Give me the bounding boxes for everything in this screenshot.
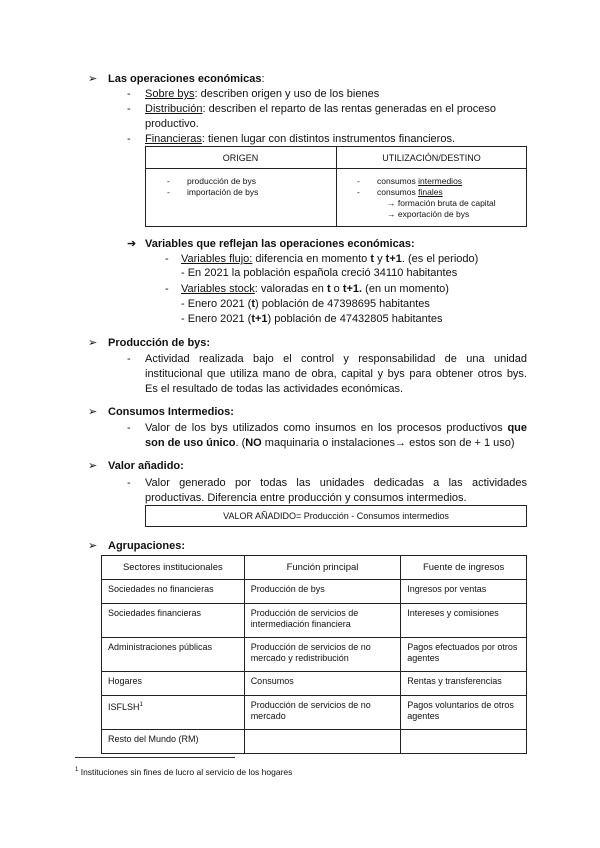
dash-marker: - <box>127 103 131 115</box>
footnote: $^1$ Instituciones sin fines de lucro al servicio de los hogares <box>75 766 293 777</box>
item-financieras: Financieras: tienen lugar con distintos instrumentos financieros. <box>145 133 455 145</box>
cell-sector: ISFLSH$^1$ <box>102 696 245 730</box>
section-title-valor: Valor añadido: <box>108 460 184 472</box>
header-funcion: Función principal <box>244 556 401 580</box>
cell-fuente: Intereses y comisiones <box>401 604 527 638</box>
bullet-arrow-icon: ➢ <box>88 460 98 472</box>
item-distribucion-cont: productivo. <box>145 118 199 130</box>
variables-stock: Variables stock: valoradas en t o t+1. (en un momento) <box>181 283 449 295</box>
table-row <box>102 580 527 604</box>
footnote-ref: 1 <box>139 702 143 708</box>
thick-arrow-icon: ➔ <box>127 238 137 250</box>
stock-example: - Enero 2021 (t+1) población de 47432805 habitantes <box>181 313 443 325</box>
cell-funcion <box>244 730 401 754</box>
item-distribucion: Distribución: describen el reparto de las rentas generadas en el proceso <box>145 103 496 115</box>
produccion-body: Actividad realizada bajo el control y responsabilidad de una unidad institucional que utiliza mano de obra, capital y bys para obtener otros bys. Es el resultado de todas las actividades económicas. <box>145 353 527 395</box>
cell-sector: Sociedades no financieras <box>102 580 245 604</box>
destino-item: consumos finales <box>377 187 443 197</box>
cell-funcion: Producción de servicios de no mercado y redistribución <box>244 638 401 672</box>
section-title-operaciones: Las operaciones económicas: <box>108 73 265 85</box>
valor-body: Valor generado por todas las unidades dedicadas a las actividades productivas. Diferencia entre producción y consumos intermedios. <box>145 477 527 504</box>
section-title-produccion: Producción de bys: <box>108 337 211 349</box>
cell-fuente: Rentas y transferencias <box>401 672 527 696</box>
bullet-arrow-icon: ➢ <box>88 540 98 552</box>
cell-funcion: Producción de bys <box>244 580 401 604</box>
header-fuente: Fuente de ingresos <box>401 556 527 580</box>
cell-sector: Administraciones públicas <box>102 638 245 672</box>
destino-subitem: → formación bruta de capital <box>387 198 496 208</box>
origen-item: importación de bys <box>187 187 259 197</box>
dash-marker: - <box>127 353 131 365</box>
cell-sector: Hogares <box>102 672 245 696</box>
dash-marker: - <box>357 187 360 197</box>
valor-formula: VALOR AÑADIDO= Producción - Consumos intermedios <box>223 511 449 521</box>
dash-marker: - <box>357 176 360 186</box>
cell-sector: Resto del Mundo (RM) <box>102 730 245 754</box>
dash-marker: - <box>127 477 131 489</box>
header-origen: ORIGEN <box>222 153 259 163</box>
dash-marker: - <box>127 133 131 145</box>
bullet-arrow-icon: ➢ <box>88 406 98 418</box>
header-destino: UTILIZACIÓN/DESTINO <box>382 153 481 163</box>
cell-fuente: Ingresos por ventas <box>401 580 527 604</box>
table-header-row <box>102 556 527 580</box>
cell-fuente: Pagos voluntarios de otros agentes <box>401 696 527 730</box>
origen-item: producción de bys <box>187 176 256 186</box>
destino-subitem: → exportación de bys <box>387 209 470 219</box>
flujo-example: - En 2021 la población española creció 34110 habitantes <box>181 267 458 279</box>
cell-fuente <box>401 730 527 754</box>
section-title-consumos: Consumos Intermedios: <box>108 406 234 418</box>
table-divider-horizontal <box>145 168 527 169</box>
header-sectores: Sectores institucionales <box>102 556 245 580</box>
cell-funcion: Producción de servicios de intermediación financiera <box>244 604 401 638</box>
agrupaciones-table <box>101 555 527 754</box>
dash-marker: - <box>127 422 131 434</box>
bullet-arrow-icon: ➢ <box>88 337 98 349</box>
cell-funcion: Producción de servicios de no mercado <box>244 696 401 730</box>
table-row <box>102 672 527 696</box>
variables-flujo: Variables flujo: diferencia en momento t y t+1. (es el periodo) <box>181 253 479 265</box>
variables-title: Variables que reflejan las operaciones económicas: <box>145 238 415 250</box>
table-row <box>102 730 527 754</box>
stock-example: - Enero 2021 (t) población de 47398695 habitantes <box>181 298 430 310</box>
dash-marker: - <box>167 176 170 186</box>
dash-marker: - <box>127 88 131 100</box>
footnote-rule <box>75 757 235 758</box>
table-row <box>102 638 527 672</box>
destino-item: consumos intermedios <box>377 176 463 186</box>
cell-fuente: Pagos efectuados por otros agentes <box>401 638 527 672</box>
table-row <box>102 604 527 638</box>
consumos-body: Valor de los bys utilizados como insumos en los procesos productivos que son de uso único. (NO maquinaria o instalaciones→ estos son de + 1 uso) <box>145 422 527 449</box>
section-title-agrupaciones: Agrupaciones: <box>108 540 186 552</box>
cell-sector: Sociedades financieras <box>102 604 245 638</box>
table-row <box>102 696 527 730</box>
dash-marker: - <box>165 283 169 295</box>
dash-marker: - <box>165 253 169 265</box>
bullet-arrow-icon: ➢ <box>88 73 98 85</box>
cell-funcion: Consumos <box>244 672 401 696</box>
dash-marker: - <box>167 187 170 197</box>
item-sobre-bys: Sobre bys: describen origen y uso de los bienes <box>145 88 380 100</box>
